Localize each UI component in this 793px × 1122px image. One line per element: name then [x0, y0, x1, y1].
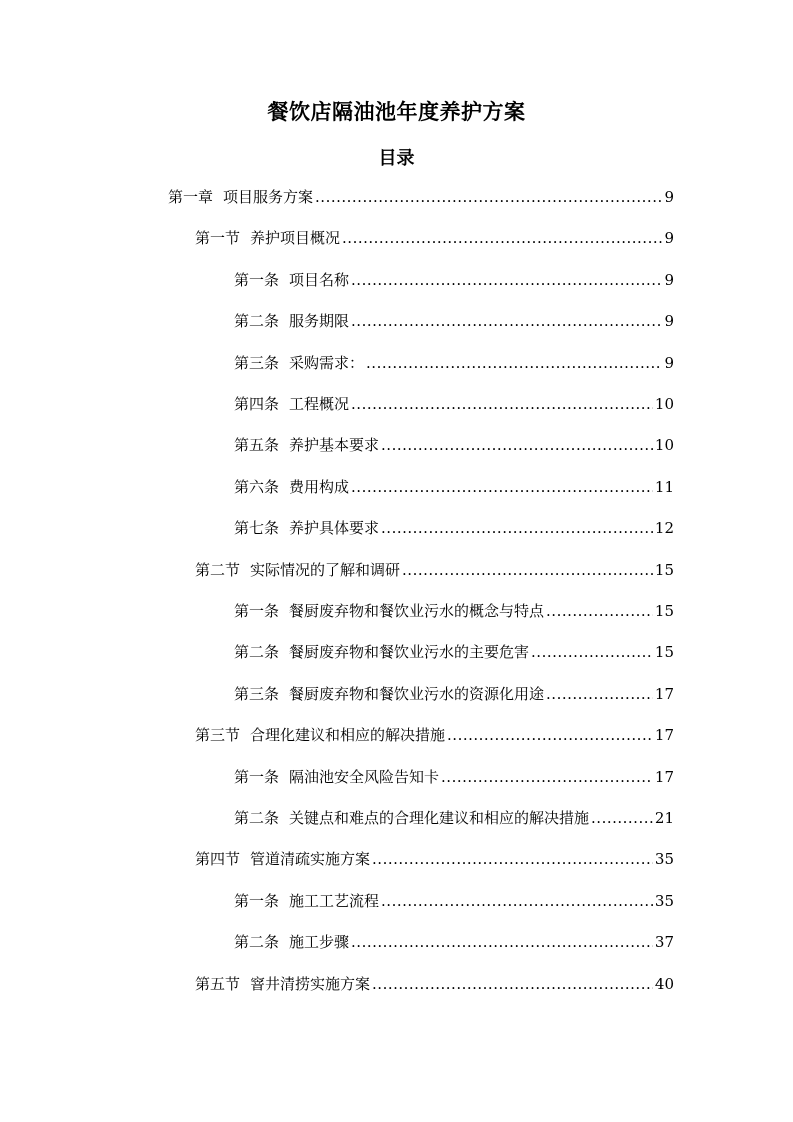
toc-entry-label: 第一条: [234, 892, 280, 910]
toc-entry-page: 37: [654, 933, 674, 951]
toc-entry-label: 第一条: [234, 768, 280, 786]
toc-dot-leader: [447, 723, 653, 747]
toc-entry-page: 9: [664, 271, 674, 289]
toc-entry-title: 项目名称: [289, 271, 350, 289]
toc-entry-title: 服务期限: [289, 312, 350, 330]
toc-entry[interactable]: [195, 847, 674, 871]
toc-entry-label: 第三节: [195, 726, 241, 744]
toc-entry-label: 第二节: [195, 561, 241, 579]
toc-entry-page: 9: [664, 188, 674, 206]
toc-entry-title: 养护项目概况: [250, 229, 341, 247]
toc-dot-leader: [546, 682, 653, 706]
toc-entry-title: 餐厨废弃物和餐饮业污水的资源化用途: [289, 685, 545, 703]
toc-entry[interactable]: [234, 392, 674, 416]
toc-entry-page: 17: [654, 685, 674, 703]
toc-entry[interactable]: [234, 516, 674, 540]
toc-entry-label: 第五条: [234, 436, 280, 454]
toc-entry[interactable]: [168, 185, 674, 209]
toc-heading: 目录: [378, 148, 415, 169]
toc-entry-label: 第四节: [195, 850, 241, 868]
toc-entry-label: 第一条: [234, 271, 280, 289]
toc-dot-leader: [351, 930, 653, 954]
toc-entry-page: 10: [654, 436, 674, 454]
toc-entry-label: 第二条: [234, 312, 280, 330]
toc-entry-title: 实际情况的了解和调研: [250, 561, 401, 579]
toc-entry[interactable]: [234, 889, 674, 913]
toc-entry[interactable]: [234, 682, 674, 706]
toc-dot-leader: [351, 392, 653, 416]
toc-entry-title: 费用构成: [289, 478, 350, 496]
toc-entry-page: 21: [654, 809, 674, 827]
toc-dot-leader: [381, 516, 653, 540]
toc-entry[interactable]: [234, 930, 674, 954]
toc-entry[interactable]: [234, 475, 674, 499]
toc-entry-page: 35: [654, 892, 674, 910]
toc-entry-label: 第四条: [234, 395, 280, 413]
toc-entry-title: 施工步骤: [289, 933, 350, 951]
toc-entry[interactable]: [234, 640, 674, 664]
toc-entry-title: 养护具体要求: [289, 519, 380, 537]
toc-entry-label: 第一节: [195, 229, 241, 247]
toc-entry-label: 第二条: [234, 933, 280, 951]
toc-entry-title: 采购需求：: [289, 354, 365, 372]
toc-entry[interactable]: [234, 351, 674, 375]
toc-entry-page: 9: [664, 354, 674, 372]
toc-entry[interactable]: [234, 268, 674, 292]
toc-entry-page: 11: [654, 478, 674, 496]
toc-entry-label: 第六条: [234, 478, 280, 496]
toc-entry-title: 项目服务方案: [223, 188, 314, 206]
toc-entry-page: 9: [664, 312, 674, 330]
toc-entry-label: 第二条: [234, 643, 280, 661]
toc-entry[interactable]: [195, 972, 674, 996]
toc-dot-leader: [381, 889, 653, 913]
toc-entry[interactable]: [195, 723, 674, 747]
toc-entry-label: 第一条: [234, 602, 280, 620]
toc-entry-label: 第三条: [234, 685, 280, 703]
toc-entry-page: 12: [654, 519, 674, 537]
toc-entry-title: 餐厨废弃物和餐饮业污水的概念与特点: [289, 602, 545, 620]
toc-entry-page: 17: [654, 768, 674, 786]
toc-entry-title: 窨井清捞实施方案: [250, 975, 371, 993]
toc-dot-leader: [351, 475, 653, 499]
toc-entry[interactable]: [234, 806, 674, 830]
toc-entry-page: 40: [654, 975, 674, 993]
toc-dot-leader: [351, 309, 662, 333]
toc-dot-leader: [402, 558, 653, 582]
toc-entry-title: 合理化建议和相应的解决措施: [250, 726, 446, 744]
toc-dot-leader: [441, 765, 653, 789]
toc-dot-leader: [531, 640, 653, 664]
toc-entry-label: 第五节: [195, 975, 241, 993]
toc-entry-page: 15: [654, 561, 674, 579]
toc-dot-leader: [591, 806, 653, 830]
toc-entry[interactable]: [234, 765, 674, 789]
toc-dot-leader: [381, 433, 653, 457]
toc-dot-leader: [372, 972, 653, 996]
toc-entry[interactable]: [234, 599, 674, 623]
toc-entry[interactable]: [195, 226, 674, 250]
toc-entry-title: 养护基本要求: [289, 436, 380, 454]
toc-dot-leader: [372, 847, 653, 871]
toc-entry-title: 管道清疏实施方案: [250, 850, 371, 868]
toc-entry-page: 10: [654, 395, 674, 413]
toc-entry-page: 35: [654, 850, 674, 868]
toc-dot-leader: [315, 185, 662, 209]
toc-entry-title: 隔油池安全风险告知卡: [289, 768, 440, 786]
toc-entry-page: 15: [654, 602, 674, 620]
toc-entry-title: 关键点和难点的合理化建议和相应的解决措施: [289, 809, 590, 827]
toc-entry-title: 餐厨废弃物和餐饮业污水的主要危害: [289, 643, 530, 661]
toc-entry-title: 工程概况: [289, 395, 350, 413]
toc-entry[interactable]: [195, 558, 674, 582]
toc-entry[interactable]: [234, 433, 674, 457]
toc-entry[interactable]: [234, 309, 674, 333]
toc-entry-title: 施工工艺流程: [289, 892, 380, 910]
toc-entry-page: 9: [664, 229, 674, 247]
toc-entry-label: 第一章: [168, 188, 214, 206]
toc-entry-label: 第二条: [234, 809, 280, 827]
toc-dot-leader: [351, 268, 662, 292]
toc-dot-leader: [546, 599, 653, 623]
toc-entry-page: 17: [654, 726, 674, 744]
toc-entry-label: 第七条: [234, 519, 280, 537]
toc-entry-page: 15: [654, 643, 674, 661]
toc-dot-leader: [342, 226, 662, 250]
document-title: 餐饮店隔油池年度养护方案: [267, 100, 526, 124]
toc-entry-label: 第三条: [234, 354, 280, 372]
toc-dot-leader: [366, 351, 662, 375]
